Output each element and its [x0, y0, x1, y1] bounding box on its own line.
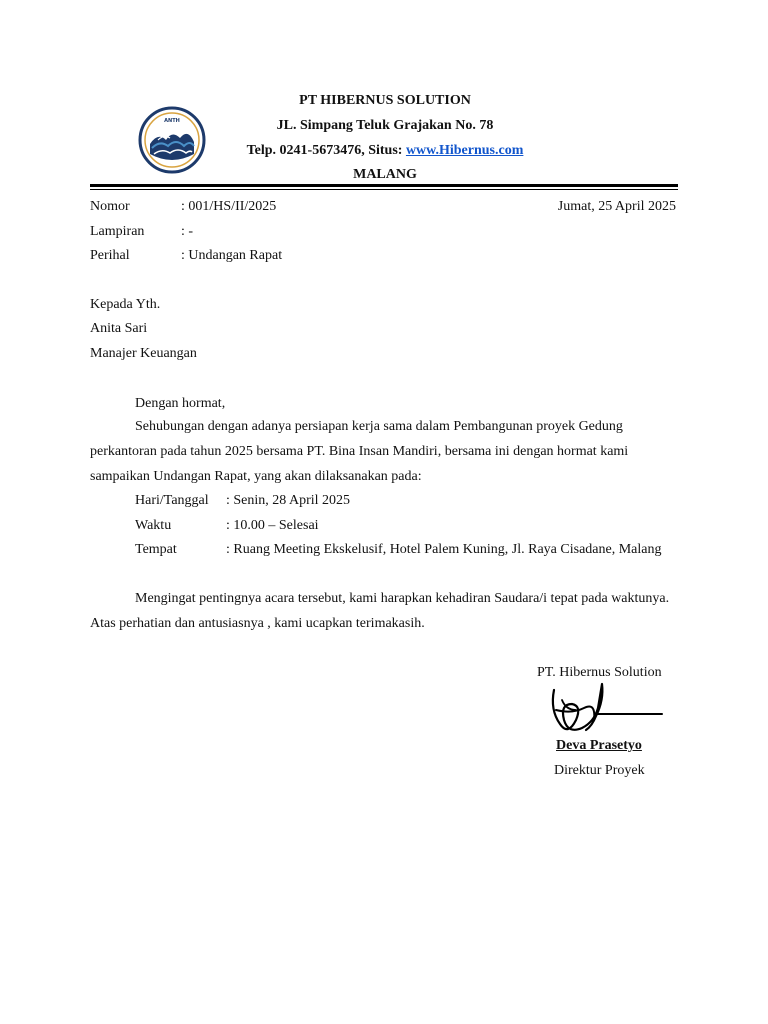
header-divider-thin [90, 189, 678, 190]
phone-text: Telp. 0241-5673476, Situs: [246, 143, 406, 158]
lampiran-value: : - [181, 224, 194, 239]
nomor-value: : 001/HS/II/2025 [181, 199, 277, 214]
header-divider-thick [90, 184, 678, 187]
detail-value-date: : Senin, 28 April 2025 [226, 493, 351, 508]
lampiran-label: Lampiran [90, 224, 145, 239]
detail-label-place: Tempat [135, 542, 177, 557]
signatory-position: Direktur Proyek [554, 763, 645, 778]
letter-date: Jumat, 25 April 2025 [557, 199, 676, 214]
logo-emblem-icon [128, 96, 216, 186]
recipient-greeting: Kepada Yth. [90, 297, 161, 312]
perihal-label: Perihal [90, 248, 130, 263]
paragraph-line: perkantoran pada tahun 2025 bersama PT. Bina Insan Mandiri, bersama ini dengan hormat kami [90, 444, 629, 459]
recipient-name: Anita Sari [90, 321, 148, 336]
closing-line: Atas perhatian dan antusiasnya , kami ucapkan terimakasih. [90, 616, 425, 631]
company-logo [128, 96, 216, 186]
recipient-title: Manajer Keuangan [90, 346, 197, 361]
detail-value-time: : 10.00 – Selesai [226, 518, 319, 533]
company-name: PT HIBERNUS SOLUTION [299, 93, 471, 108]
logo-text: ANTH [164, 118, 180, 124]
detail-label-date: Hari/Tanggal [135, 493, 209, 508]
paragraph-line: sampaikan Undangan Rapat, yang akan dilaksanakan pada: [90, 469, 422, 484]
closing-line: Mengingat pentingnya acara tersebut, kami harapkan kehadiran Saudara/i tepat pada waktunya. [135, 591, 670, 606]
handwritten-signature-icon [546, 680, 666, 742]
signature-company: PT. Hibernus Solution [537, 665, 662, 680]
perihal-value: : Undangan Rapat [181, 248, 283, 263]
company-city: MALANG [353, 167, 417, 182]
paragraph-line: Sehubungan dengan adanya persiapan kerja sama dalam Pembangunan proyek Gedung [135, 419, 623, 434]
detail-label-time: Waktu [135, 518, 172, 533]
salutation: Dengan hormat, [135, 396, 226, 411]
website-link[interactable]: www.Hibernus.com [405, 143, 524, 158]
detail-value-place: : Ruang Meeting Ekskelusif, Hotel Palem Kuning, Jl. Raya Cisadane, Malang [226, 542, 662, 557]
signatory-name: Deva Prasetyo [556, 738, 642, 753]
company-address: JL. Simpang Teluk Grajakan No. 78 [276, 118, 494, 133]
company-contact [220, 143, 550, 159]
nomor-label: Nomor [90, 199, 130, 214]
